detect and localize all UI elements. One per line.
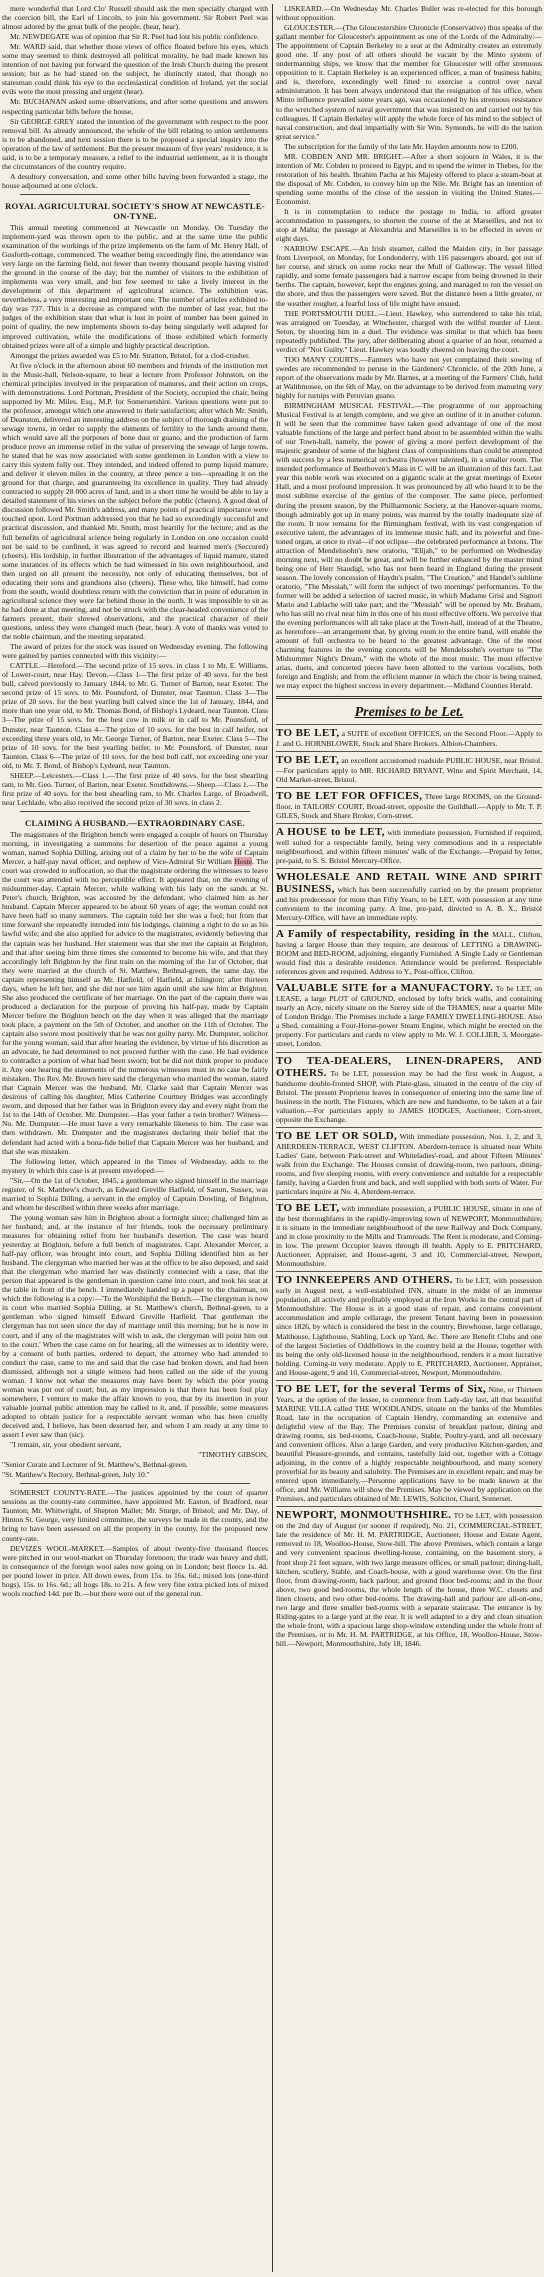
advertisement-heading: TO BE LET, [276, 753, 340, 766]
advertisement-text [276, 1130, 542, 1196]
advertisement-heading: A HOUSE to be LET, [276, 825, 385, 838]
article-paragraph: The award of prizes for the stock was issued on Wednesday evening. The following were gained by parties connected with this vicinity:— [2, 642, 268, 661]
advertisement-heading: TO BE LET, for the several Terms of Six, [276, 1382, 487, 1395]
advertisement-text [276, 928, 542, 976]
advertisement-heading: TO BE LET, [276, 1202, 340, 1215]
advertisement-body: a SUITE of excellent OFFICES, on the Second Floor.—Apply to J. and G. HORNBLOWER, Stock and Share Brokers. Albion-Chambers. [276, 728, 542, 748]
article-paragraph: THE PORTSMOUTH DUEL.—Lieut. Hawkey, who surrendered to take his trial, was arraigned on Tuesday, at Winchester, charged with the wilful murder of Lieut. Seton, by shooting him in a duel. The evidence was similar to that which has been repeatedly published. The jury, after deliberating about a quarter of an hour, returned a verdict of "Not Guilty." Lieut. Hawkey was loudly cheered on leaving the court. [276, 308, 542, 354]
article-paragraph: NARROW ESCAPE.—An Irish steamer, called the Maiden city, in her passage from Liverpool, on Monday, for Londonderry, with 116 passengers aboard, got out of her course, and struck on some rocks near the Mull of Galloway. The vessel filled rapidly, and some female passengers had a narrow escape from being drowned in their berths. The captain, however, kept the engines going, and managed to run the vessel on the shore, and thus the passengers were saved. But the distance been a little greater, or the weather rougher, a fearful loss of life might have ensued. [276, 244, 542, 308]
advertisement-heading: TO INNKEEPERS AND OTHERS. [276, 1274, 453, 1287]
advertisement-text [276, 1055, 542, 1124]
article-paragraph: At five o'clock in the afternoon about 60 members and friends of the institution met in the Music-hall, Nelson-square, to hear a lecture from Professor Johnston, on the chemical principles involved in the preparation of manures, and their action on crops, with demonstrations. Lord Portman, President of the Society, occupied the chair, being supported by Mr. Miles, Esq., M.P. for Somersetshire. Various questions were put to the professor, amongst which one answered to their satisfaction; after which Mr. Smith, of Deanston, delivered an interesting address on the subject of thorough draining of the sewage towns, in order to supply the elements of fertility to the lands around them, which would save all the purposes of bone dust or guano, and the production of farm produce prove an immense relief in the value of preserving the sewage of large towns, he stated that he was now associated with some gentlemen in London with a view to carry this system fully out. They intended, and indeed offered to pump liquid manure, and deliver it eleven miles in the country, at three pence a ton—spreading it on the ground for that charge, and guaranteeing its excellence in quality. They had already contracted to supply 28 000 acres of land, and in a short time he would be able to lay a detailed statement of his views on the subject before the public (cheers). A good deal of discussion followed Mr. Smith's address, and many points of practical importance were touched upon. Lord Portman addressed you that he had so exceedingly successful and practical discussion, and thanked Mr. Smith, most heartily for the lecture; and as the full benefits of agricultural science being regularly in London on one occasion could not be said to be confined, it was agreed to record and learned men's (Seccured) (cheers). His lordship, in further illustration of the advantages of liquid manure, stated some instances of its effects which he had witnessed in his own neighbourhood, and then urged on all present the necessity, not only of educating themselves, but of educating their sons and grandsons also (cheers). These who, like himself, had come from the south, would doubtless return with the conviction that in point of education in agricultural science they were far behind those in the north. It was impossible to sit as he had done at that meeting, and not be struck with the clear-headed convenience of the farmers present, their shrewd observations, and the practical character of their questions, unless they were changed much (hear, hear). A vote of thanks was voted to the noble chairman, and the meeting separated. [2, 360, 268, 642]
section-divider [276, 696, 542, 699]
advertisement-body: with immediate possession, Furnished if required, well suited for a respectable family, being very commodious and in a respectable neighbourhood, and within fifteen minutes' walk of the Exchange.—Prepaid by letter, pre-paid, to S. S. Bristol Mercury-Office. [276, 827, 542, 865]
divider [20, 811, 250, 812]
premises-section-title: Premises to be Let. [354, 704, 464, 720]
advertisement-body: with immediate possession, a PUBLIC HOUSE, situate in one of the best thoroughfares in the rapidly-improving town of NEWPORT, Monmouthshire; it is situate in the immediate neighbourhood of the new Railway and Dock Company, and in close proximity to the Mills and Tramroads. The Rent is moderate, and Coming-in low. The present Occupier leaves through ill health. Apply to E. PRITCHARD, Auctioneer, Appraiser, and House-agent, 3 and 10, Commercial-street, Newport, Monmouthshire. [276, 1204, 542, 1269]
article-paragraph: This annual meeting commenced at Newcastle on Monday. On Tuesday the implement-yard was thrown open to the public, and at the same time the public examination of the workings of the prize implements on the farm of Mr. Henry Hall, of Gosforth-cottage, commenced. The weather being exceedingly fine, the attendance was very large on the farming field, not fewer than twenty thousand people having visited the ground in the course of the day; but the number of visitors to the exhibition of implements was very small, and but few seemed to take a lively interest in the development of this department of agricultural science. The exhibition was, nevertheless, a very interesting and important one. The number of articles exhibited to-day was 737. This is a decrease as compared with the number of last year, but the judges of the exhibition state that what is lost in point of number has been gained in point of quality, the new implements shown to-day being singularly well adapted for improved cultivation, while the modifications of those exhibited which formerly obtained prizes were all of a simple and highly practical description. [2, 222, 268, 350]
column-rule [272, 4, 273, 2272]
advertisement-body: MALL, Clifton, having a larger House than they require, are desirous of LETTING a DRAWING-ROOM and BED-ROOM, adjoining, elegantly Furnished. A Single Lady or Gentleman would find this a desirable residence. Attendance would be preferred. Respectable references given and required. Address to Y., Post-office, Clifton. [276, 930, 542, 977]
advertisement-heading: NEWPORT, MONMOUTHSHIRE. [276, 1509, 452, 1522]
text-run: . The court was crowded to suffocation, so that the magistrate ordering the witnesses to leave the court was attended with no perceptible effect. It appeared that, on the evening of midsummer-day, Captain Mercer, while walking with his lady on the sands at St. Peter's church, Brighton, was accosted by the defendant, who claimed him as her husband. Captain Mercer appeared to be about 60 years of age; the woman could not have been half so many summers. The captain told her she was a fool; but from that time forward she repeatedly intruded into his lodgings, claiming a right to do so as his lawful wife; and she also applied for advice to the magistrates, evidently believing that the captain was her husband. Her statement was that she met the captain at Brighton, and that after seeing him three times she consented to become his wife, and that they accordingly left Brighton by the first train on the morning of the 1st of October, that they were married at the church of St. Matthew, Bethnal-green, the same day, the captain representing himself as Mr. Hatfield, of Hatfield, at Islington; after thirteen days, when he left her, and she did not see him again until she saw him at Brighton. She also produced the certificate of her marriage. On the part of the captain there was produced a declaration for the purpose of proving his half-pay, made by Captain Mercer before the Brighton bench on the day when it was alleged that the marriage took place, a payment on the 5th of October, and another on the 11th of October. The captain also swore most positively that he was not guilty party. Mr. Dumpster, solicitor for the young woman, said that after hearing the evidence, by virtue of his discretion as an advocate, he had determined to not proceed further with the case. He had evidence to contradict a portion of what had been sworn; but he did not think proper to produce it. Any one hearing the statements of the numerous witnesses must in no case be fairly mistaken. The Rev. Mr. Brown here said the clergyman who married the woman, stated that Captain Mercer was the husband. Mr. Clarke said that Captain Mercer was desirous of calling his daughter, Miss Catherine Courtney Bridges was accordingly sworn, and deposed that her father was in Brighton every day and every night from the 1st to the 14th of October. Mr. Dumpster.—Has your father a twin brother? Witness—No. Mr. Dumpster.—He must have a very remarkable likeness to him. The case was then withdrawn. Mr. Dumpster and the magistrates declaring their belief that the defendant had acted with a bona-fide belief that Captain Mercer was her husband, and that she was mistaken. [2, 857, 268, 1156]
article-paragraph: Sir GEORGE GREY stated the intention of the government with respect to the poor removal bill. As already announced, the whole of the bill relating to union settlements is to be abandoned, and next session there is to be proposed a special inquiry into the operation of the law of settlement. But the present measure of five years' residence, it is said, is to be a temporary measure, a relief to the industrial settlement, as it is thought the circumstances of the country require. [2, 116, 268, 171]
advertisement-heading: TO BE LET OR SOLD, [276, 1129, 397, 1142]
advertisement [276, 724, 542, 751]
highlighted-word: Hoste [234, 857, 253, 867]
advertisement-text [276, 1202, 542, 1268]
advertisement [276, 823, 542, 868]
article-paragraph: Mr. WARD said, that whether those views of office floated before his eyes, which some may seemed to think destroyed all political morality, he had made known his intention of not having put forward the question of the Irish Church during the present session; but as he had stated on the subject, he distinctly stated, that though no statesman could think his eye to the ecclesiastical condition of Ireland, yet the social evils were the most pressing and urgent (hear). [2, 42, 268, 97]
advertisement-text [276, 871, 542, 922]
advertisement-text [276, 754, 542, 784]
advertisement [276, 1271, 542, 1379]
article-paragraph: The subscription for the family of the late Mr. Hayden amounts now to £200. [284, 141, 519, 151]
article-paragraph: mere wonderful that Lord Clo' Russell should ask the men specially charged with the coercion bill, the Earl of Lincoln, to join his government. Sir Robert Peel was almost adored by the great bulk of the people. (hear, hear). [2, 4, 268, 32]
advertisement [276, 1127, 542, 1199]
letter-signature-address: "St. Matthew's Rectory, Bethnal-green, July 10." [2, 1470, 150, 1480]
advertisement-body: Three large ROOMS, on the Ground-floor, in TAILORS' COURT, Broad-street, opposite the Guildhall.—Apply to Mr. T. P. GILES, Stock and Share Broker, Corn-street. [276, 791, 542, 820]
advertisement-body: TO be LET, with possession on the 2nd day of August (or sooner if required), No. 21, COMMERCIAL-STREET, late the residence of Mr. H. M. PARTRIDGE, Auctioneer, House and Estate Agent, removed to 18, Woolloo-House, Stow-hill. The above Premises, which contain a large and very convenient spacious dwelling-house, containing, on the basement story, a front shop 21 feet square, with two large measure offices, or small parlour; dining-hall, kitchen, scullery, Stable, and Coach-house, with a good warehouse over. On the first floor, front drawing-room, back parlour, and ground floor bed-rooms; and in the floor above, two good bed-rooms, the whole length of the house, three W.C. closets and linen closets, and two other bed-rooms. The drawing-hall and parlour are all-on-one, two large and three smaller bed-rooms with a separate staircase. The entrance is by Riding-gates to a large yard at the rear. It is well adapted to a dry and clean situation the whole front, with a spacious large shop-window extending under the whole front of the Premises, or to Mr. H. M. PARTRIDGE, at his Office, 18, Woolloo-House, Stow-hill.—Newport, Monmouthshire, July 18, 1846. [276, 1511, 542, 1648]
article-paragraph: TOO MANY COURTS.—Farmers who have not yet complained their sowing of swedes are recommended to peruse in the Gardeners' Chronicle, of the 20th June, a report of the observations made by Mr. Barnes, at a meeting of the Farmers' Club, held at Walthmosee, on the 6th of May, on the advantage to be derived from manuring very highly for turnips with Peruvian guano. [276, 354, 542, 400]
advertisement-body: an excellent accustomed roadside PUBLIC HOUSE, near Bristol.—For particulars apply to MR. RICHARD BRYANT, Wine and Spirit Merchant, 14, Old Market-street, Bristol. [276, 755, 542, 784]
advertisement-body: With immediate possession, Nos. 1, 2, and 3, ABERDEEN-TERRACE, WEST CLIFTON. Aberdeen-terrace is situated near White Ladies' Gate, between Park-street and Whiteladies'-road, and about Fifteen Minutes' walk from the Exchange. The Houses consist of drawing-room, two parlours, dining-rooms, and five sleeping rooms, with every convenience and suitable for a respectable family, having a Garden front and back, and well supplied with both sorts of Water. For particulars inquire at No. 4, Aberdeen-terrace. [276, 1131, 542, 1196]
advertisement [276, 979, 542, 1051]
advertisement-body: To be LET, possession may be had the first week in August, a handsome double-fronted SHOP, with Plate-glass, situated in the centre of the city of Bristol. The present Proprietor leaves in consequence of entering into the same line of business in the north. The Fixtures, which are new and handsome, to be taken at a fair valuation.—For particulars apply to JAMES HODGES, Auctioneer, Corn-street, opposite the Exchange. [276, 1068, 542, 1124]
advertisement-text [276, 1509, 542, 1648]
advertisement-body: To be LET, with possession early in August next, a well-established INN, situate in the midst of an immense population, all actively and profitably employed at the Iron Works in the central part of Monmouthshire. The House is in a good state of repair, and contains convenient accommodation and ample cellarage, the present Tenant having been in possession since 1826, by which is considered the best in the country, Brewhouse, large cellarage, Malthouse, Lighthouse, Stabling, Lock up Yard, &c. There are Benefit Clubs and one of the largest Societies of Oddfellows in the country held at the House, together with its being the only old-licensed house in the neighbourhood, renders it a most lucrative holding. Coming-in very moderate. Apply to E. PRITCHARD, Auctioneer, Appraiser, and House-agent, 9 and 10, Commercial-street, Newport, Monmouthshire. [276, 1276, 542, 1377]
advertisement [276, 1199, 542, 1271]
article-paragraph: A desultory conversation, and some other bills having been forwarded a stage, the house adjourned at one o'clock. [2, 171, 268, 190]
article-paragraph: GLOUCESTER.—(The Gloucestershire Chronicle (Conservative) thus speaks of the gallant member for Gloucester's appointment as one of the Lords of the Admiralty:—The appointment of Captain Berkeley to a seat at the Admiralty creates an extremely good one. If any post of all others should be vacant by the Minto system of undermanning ships, we know that the member for Gloucester will offer strenuous opposition to it. Captain Berkeley is an experienced officer, a man of business habits; and is, therefore, exceedingly well fitted to exercise a control over naval administration. It has been always understood that the resignation of his office, when Minto influence prevailed some years ago, was occasioned by his strenuous resistance to the wretched system of naval government that was insisted on and carried out by his colleagues. If Captain Berkeley will apply the whole force of his mind to the subject of naval construction, and deal impartially with Sir Wm. Symonds, he will do the nation great service." [276, 23, 542, 141]
advertisement-text [276, 727, 542, 748]
article-paragraph: MR. COBDEN AND MR. BRIGHT.—After a short sojourn in Wales, it is the intention of Mr. Cobden to proceed to Egypt, and to spend the winter in Thebes, for the restoration of his health. Ibrahim Pacha at his Majesty offered to place a steam-boat at the disposal of Mr. Cobden, to convey him up the Nile. Mr. Bright has an intention of spending some months of the close of the session in visiting the United States.—Economist. [276, 151, 542, 206]
advertisement-heading: VALUABLE SITE for a MANUFACTORY. [276, 982, 494, 995]
advertisement-text [276, 1383, 542, 1504]
article-paragraph: Mr. BUCHANAN asked some observations, and after some questions and answers respecting particular bills before the house, [2, 97, 268, 116]
article-paragraph: LISKEARD.—On Wednesday Mr. Charles Buller was re-elected for this borough without opposition. [276, 4, 542, 23]
article-paragraph: DEVIZES WOOL-MARKET.—Samples of about twenty-five thousand fleeces were pitched in our wool-market on Thursday forenoon; the trade was heavy and dull, in consequence of the foreign wool sales now going on in London; best fleece 1s. 4d. per pound lower in price. All down ewes, from 15s. to 16s. 6d.; mixed lots (one-third hogs), 15s. to 16s. 6d.; all hogs 18s. to 21s. A few very fine extra picked lots of mixed wools reached 14d. per lb.—but there were out of the general run. [2, 1543, 268, 1598]
article-paragraph [2, 830, 268, 1156]
advertisement-heading: TO TEA-DEALERS, LINEN-DRAPERS, AND OTHERS. [276, 1054, 542, 1079]
divider [20, 1483, 250, 1484]
advertisement-text [276, 1274, 542, 1376]
advertisement [276, 868, 542, 925]
advertisement [276, 1506, 542, 1651]
article-paragraph: The young woman saw him in Brighton about a fortnight since; challenged him as her husband; and, at the instance of her friends, took the necessary preliminary measures for obtaining relief from her husband's desertion. The case was heard yesterday at Brighton, before a full bench of magistrates. Capt. Alexander Mercer, a half-pay officer, was brought into court, and Sophia Dilling identified him as her husband. The clergyman who married her was at the office to be also deposed, and said that the clergyman who married her was distinctly connected with a case, that the person that appeared is the gentleman in question came into court, and took his seat at the table in front of the bench. I immediately handed up a paper to the chairman, on which the following is a copy:—'To the Worshipful the Bench.—The clergyman is now in court who married Sophia Dilling, at St. Matthew's church, Bethnal-green, to a gentleman who signed himself Edward Greville Hatfield. That gentleman the clergyman has not seen since the day of marriage until this morning; but he is now in court, and if any of the magistrates will wish to ask, the clergyman will point him out to the court.' When the case came on for hearing, all the witnesses as to identity were, by a consent of both parties, ordered to depart, the attorney who had attended to conduct the case, came to me and said that the case had broken down, and had been dismissed, although not a single witness had been called on the side of the young woman. I know not what the measures may have been by which the poor young woman was put out of court; but, as my impression is that there has been foul play somewhere, I venture to make the affair known to you, that by its insertion in your valuable journal public attention may be called to it, and, if possible, some measures adopted to obtain justice for a respectable servant woman who has been cruelly deceived and, I believe, has been deserted her, and whom I am ready at any time to assert I ever saw than (sic). [2, 1212, 268, 1440]
advertisement [276, 1380, 542, 1507]
divider [20, 194, 250, 195]
advertisement-heading: A Family of respectability, residing in the [276, 928, 489, 941]
advertisement-body: Nine, or Thirteen Years, at the option of the lessee, to commence from Lady-day last, all that beautiful MARINE VILLA called THE WOODLANDS, situate on the banks of the Mumbles Road, late in the occupation of Captain Hendry, commanding an extensive and delightful view of the Bay. The Premises consist of breakfast parlour, dining and drawing rooms, six bed-rooms, Coach-house, Stable, Poultry-yard, and all necessary and convenient offices. Also a large Garden, and very productive Kitchen-garden, and beautiful Pleasure-grounds, and contains, tastefully laid out, together with a Cottage adjoining, in the centre of a highly respectable neighbourhood, and many scenery proverbial for its beauty and salubrity. The Premises are in excellent repair, and may be entered upon immediately.—Personne applications have to be made known at the office, and Mr. Williams will show the Premises. May be viewed by application on the Premises, and particulars obtained of Mr. LEWIS, Solicitor, Chard, Somerset. [276, 1384, 542, 1504]
headline-claiming-husband: CLAIMING A HUSBAND.—EXTRAORDINARY CASE. [25, 817, 245, 828]
article-paragraph: BIRMINGHAM MUSICAL FESTIVAL.—The programme of our approaching Musical Festival is at length complete, and we give an outline of it in another column. It will be seen that the committee have taken good advantage of one of the most valuable functions of the large and perfect band about to be assembled within the walls of our Town-hall, namely, the power of giving a more perfect development of the majestic grandeur of some of the highest class of compositions than could be attempted with success by a less numerical orchestra (however talented), in a smaller room. The intended performance of Beethoven's Mass in C will be an illustration of this fact. Last year this noble work was executed on a gigantic scale at the great meetings of Exeter Hall, and a most profound impression. It was pronounced by all who heard it to be the most sublime exercise of the genius of the composer. The same piece, performed during the present season, by the Philharmonic Society, at the Hanover-square rooms, though admirably got up in many points, was marred by the totally inadequate size of the room. It now remains for the Birmingham festival, with its vast congregation of executive talent, the advantages of its immense music hall, and its powerful and fine-toned organ, at once to rival—if not eclipse—the celebrated performance at Ixtons. The attraction of Mendelssohn's new oratorio, "Elijah," to be performed on Wednesday morning next, will no doubt be great, and will be further enhanced by the master mind being one of Herr Staudigl, who has not been heard in England during the present season. The lovely concession of Haydn's psalm, "The Creation," and Handel's sublime oratorio, "The Messiah," will form the subject of two mornings' performances. To the former will be added a selection of sacred music, in which Madame Grisi and Signori Mario and Lablache will take part; and the "Messiah" will be opened by Mr. Braham, who has still no rival near him in this one of his most effective efforts. We perceive that the evening performances will all take place at the Town-hall, instead of at the Theatre, as heretofore—an arrangement that, by giving room to the entire band, will enable the amount of full orchestra to be heard to the greatest advantage. One of the most charming features in the evening concerts will be Mendelssohn's overture to "The Midsummer Night's Dream," with the whole of the most music. The most effective arias, duets, and concerted pieces have been allotted to the various vocalists, both foreign and English; and from the efficient manner in which the choir is being trained, we may expect the highest success in every department.—Midland Counties Herald. [276, 401, 542, 691]
advertisement-text [276, 826, 542, 865]
article-paragraph: CATTLE.—Hereford.—The second prize of 15 sovs. in class 1 to Mr. E. Williams, of Lower-court, near Hay. Devon.—Class 1—The first prize of 40 sovs. for the best bull, calved previously to January 1844, to Mr. G. Turner of Barton, near Exeter. The second prize of 15 sovs. to Mr. Pounsford, of Dunster, near Taunton. Class 3—The prize of 20 sovs. for the best yearling bull calved since the 1st of January, 1844, and more than one year old, to Mr. Thomas Bond, of Bishop's Lydeard, near Taunton. Class 3—The prize of 15 sovs. for the best cow in milk or in calf to Mr. Pounsford, of Dunster, near Taunton. Class 4—The prize of 10 sovs. for the best in calf heifer, not exceeding three years old, to Mr. George Turner, of Barton, near Exeter. Class 5—The prize of 10 sovs. for the best yearling heifer, to Mr. Pounsford, of Dunster, near Taunton. Class 6—The prize of 10 sovs. for the best bull calf, not exceeding one year old, to Mr. T. Bond, of Bishop's Lydeard, near Taunton. [2, 661, 268, 770]
letter-signature-title: "Senior Curate and Lecturer of St. Matthew's, Bethnal-green. [2, 1460, 188, 1470]
advertisement-heading: TO BE LET, [276, 726, 340, 739]
advertisement [276, 751, 542, 787]
text-run: The magistrates of the Brighton bench were engaged a couple of hours on Thursday morning, in investigating a summons for desertion of the peace against a young woman, named Sophia Dilling, arising out of a claim by her to be the wife of Captain Mercer, a half-pay naval officer, and nephew of Vice-Admiral Sir William [2, 829, 268, 867]
article-paragraph: "Sir,—On the 1st of October, 1845, a gentleman who signed himself in the marriage register, of St. Matthew's church, as Edward Greville Hatfield, of Sarum, Sussex, was married to Sophia Dilling, a servant in the employ of Captain Dowling, of Brighton, and whom he described within three weeks after marriage. [2, 1175, 268, 1212]
advertisement-text [276, 982, 542, 1048]
advertisement [276, 787, 542, 823]
advertisement-body: To be LET, on LEASE, a large PLOT of GROUND, enclosed by lofty brick walls, and containing nearly an Acre, nicely situate on the Surrey side of the THAMES, near a quarter Mile of London Bridge. The Premises include a large FAMILY DWELLING-HOUSE. Also a Shed, containing a Four-Horse-power Steam Engine, which might be erected on the property. For particulars and cards to view apply to Mr. W. J. COLLIER, 3, Moorgate-street, London. [276, 984, 542, 1049]
advertisement-heading: TO BE LET FOR OFFICES, [276, 789, 423, 802]
advertisement [276, 925, 542, 979]
article-paragraph: The following letter, which appeared in the Times of Wednesday, adds to the mystery in which this case is at present enveloped:— [2, 1156, 268, 1175]
left-column [2, 4, 268, 2272]
headline-agricultural-show: ROYAL AGRICULTURAL SOCIETY'S SHOW AT NEWCASTLE-ON-TYNE. [5, 200, 265, 221]
advertisement-body: which has been successfully carried on by the present proprietor and his predecessor for more than Fifty Years, to be LET, with possession at any time convenient to the incoming party. A line, pre-paid, directed to A. B. X., Bristol Mercury-Office, will have an immediate reply. [276, 884, 542, 922]
letter-closing: "I remain, sir, your obedient servant, [10, 1440, 122, 1450]
right-column [276, 4, 542, 2272]
advertisement-heading: WHOLESALE AND RETAIL WINE AND SPIRIT BUSINESS, [276, 870, 542, 895]
article-paragraph: Mr. NEWDEGATE was of opinion that Sir R. Peel had lost his public confidence. [10, 32, 259, 42]
letter-signature: "TIMOTHY GIBSON, [198, 1450, 268, 1460]
article-paragraph: It is in contemplation to reduce the postage to India, to afford greater accommodation to passengers, to shorten the course of the at Marseilles, and not to stop at Malta; the passage at Alexandria and Marseilles is to be effected in seven or eight days. [276, 207, 542, 244]
article-paragraph: SHEEP.—Leicesters.—Class 1.—The first prize of 40 sovs. for the best shearling ram, to Mr. Geo. Turner, of Barton, near Exeter. Southdowns.—Sheep.—Class 1.—The first prize of 40 sovs. for the best shearling ram, to Mr. Charles Large, of Broadwell, near Lechlade, who also received the second prize of 30 sovs. in class 2. [2, 770, 268, 807]
advertisement-text [276, 790, 542, 820]
article-paragraph: Amongst the prizes awarded was £5 to Mr. Stratton, Bristol, for a clod-crusher. [10, 350, 250, 360]
article-paragraph: SOMERSET COUNTY-RATE.—The justices appointed by the court of quarter sessions as the county-rate committee, have appointed Mr. Easton, of Bradford, near Taunton; Mr. Whitwright, of Shepton Mallet; Mr. Sturge, of Bristol; and Mr. Day, of Hinton St. George, very limited committee, the surveys be made in the county, and the bring to have been assessed on all the property in the county, for the proposed new county-rate. [2, 1488, 268, 1543]
advertisement [276, 1052, 542, 1127]
